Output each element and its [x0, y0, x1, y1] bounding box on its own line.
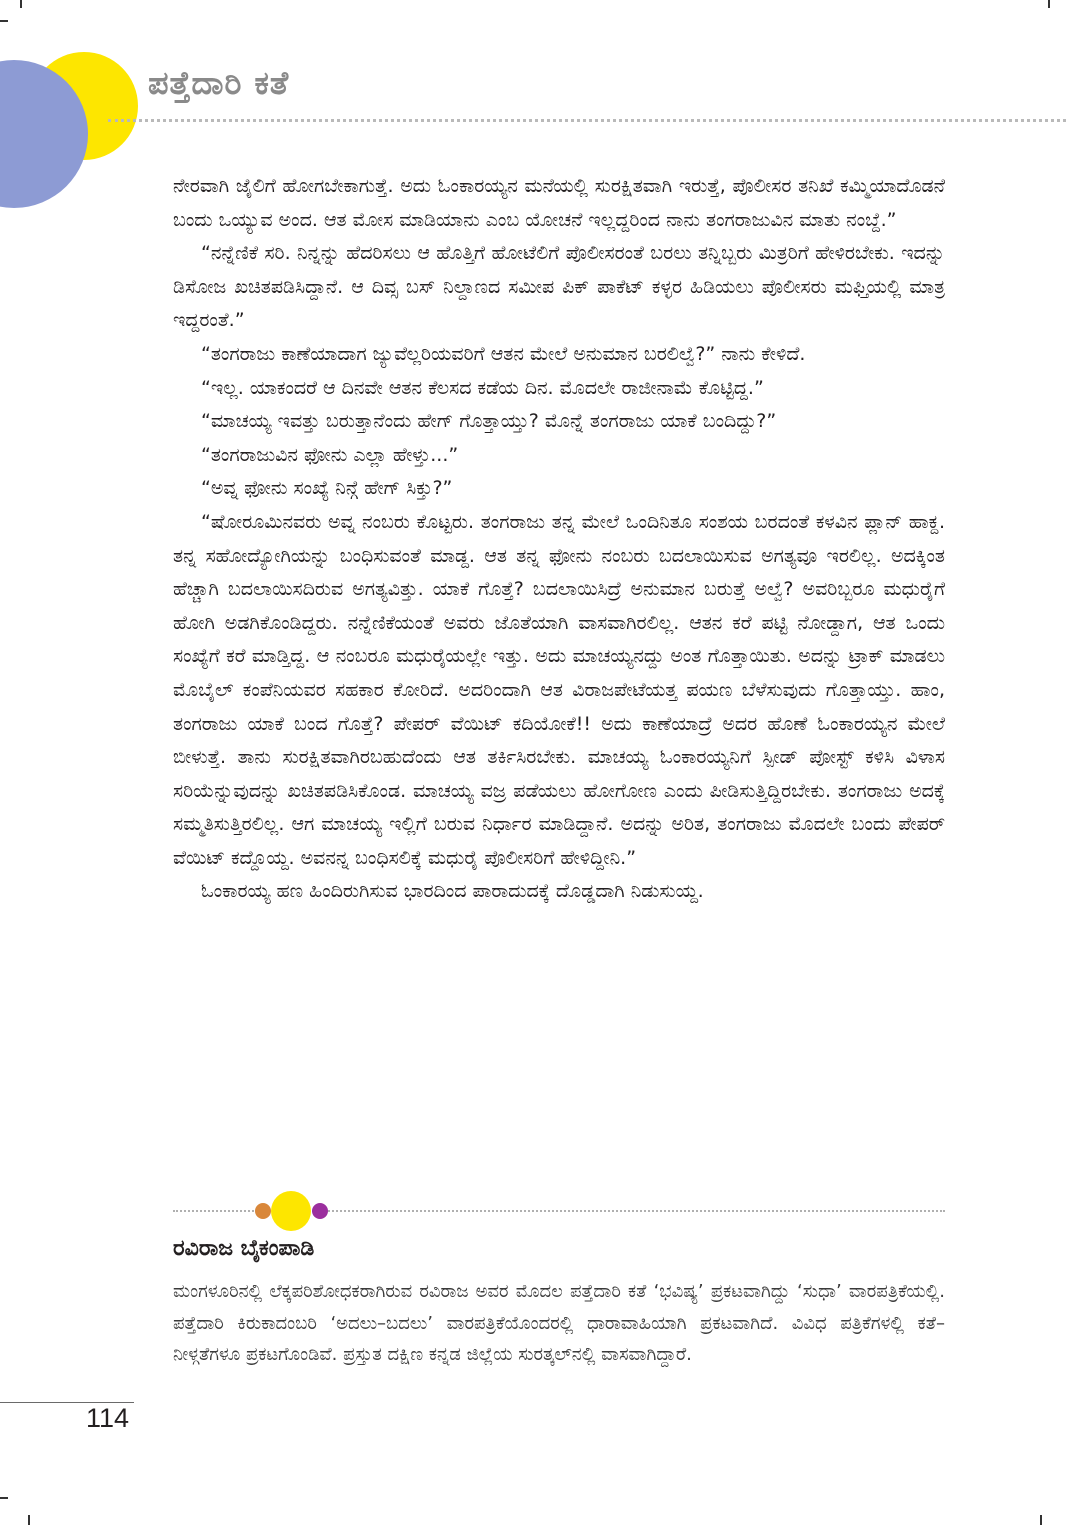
page-number: 114	[86, 1403, 130, 1433]
crop-mark	[28, 1515, 30, 1525]
author-bio-text: ಮಂಗಳೂರಿನಲ್ಲಿ ಲೆಕ್ಕಪರಿಶೋಧಕರಾಗಿರುವ ರವಿರಾಜ ಅವರ ಮೊದಲ ಪತ್ತೆದಾರಿ ಕತೆ ‘ಭವಿಷ್ಯ’ ಪ್ರಕಟವಾಗಿದ್ದು ‘ಸುಧಾ’ ವಾರಪತ್ರಿಕೆಯಲ್ಲಿ. ಪತ್ತೆದಾರಿ ಕಿರುಕಾದಂಬರಿ ‘ಅದಲು–ಬದಲು’ ವಾರಪತ್ರಿಕೆಯೊಂದರಲ್ಲಿ ಧಾರಾವಾಹಿಯಾಗಿ ಪ್ರಕಟವಾಗಿದೆ. ವಿವಿಧ ಪತ್ರಿಕೆಗಳಲ್ಲಿ ಕತೆ–ನೀಳ್ಗತೆಗಳೂ ಪ್ರಕಟಗೊಂಡಿವೆ. ಪ್ರಸ್ತುತ ದಕ್ಷಿಣ ಕನ್ನಡ ಜಿಲ್ಲೆಯ ಸುರತ್ಕಲ್‌ನಲ್ಲಿ ವಾಸವಾಗಿದ್ದಾರೆ.	[173, 1281, 945, 1365]
header-dotted-rule	[108, 119, 1066, 122]
orange-dot	[255, 1203, 271, 1219]
paragraph: “ಷೋರೂಮಿನವರು ಅವ್ನ ನಂಬರು ಕೊಟ್ಟರು. ತಂಗರಾಜು ತನ್ನ ಮೇಲೆ ಒಂದಿನಿತೂ ಸಂಶಯ ಬರದಂತೆ ಕಳವಿನ ಪ್ಲಾನ್ ಹಾಕ್ದ. ತನ್ನ ಸಹೋದ್ಯೋಗಿಯನ್ನು ಬಂಧಿಸುವಂತೆ ಮಾಡ್ದ. ಆತ ತನ್ನ ಫೋನು ನಂಬರು ಬದಲಾಯಿಸುವ ಅಗತ್ಯವೂ ಇರಲಿಲ್ಲ. ಅದಕ್ಕಿಂತ ಹೆಚ್ಚಾಗಿ ಬದಲಾಯಿಸದಿರುವ ಅಗತ್ಯವಿತ್ತು. ಯಾಕೆ ಗೊತ್ತೆ? ಬದಲಾಯಿಸಿದ್ರೆ ಅನುಮಾನ ಬರುತ್ತೆ ಅಲ್ವೆ? ಅವರಿಬ್ಬರೂ ಮಧುರೈಗೆ ಹೋಗಿ ಅಡಗಿಕೊಂಡಿದ್ದರು. ನನ್ನೆಣಿಕೆಯಂತೆ ಅವರು ಜೊತೆಯಾಗಿ ವಾಸವಾಗಿರಲಿಲ್ಲ. ಆತನ ಕರೆ ಪಟ್ಟಿ ನೋಡ್ದಾಗ, ಆತ ಒಂದು ಸಂಖ್ಯೆಗೆ ಕರೆ ಮಾಡ್ತಿದ್ದ. ಆ ನಂಬರೂ ಮಧುರೈಯಲ್ಲೇ ಇತ್ತು. ಅದು ಮಾಚಯ್ಯನದ್ದು ಅಂತ ಗೊತ್ತಾಯಿತು. ಅದನ್ನು ಟ್ರಾಕ್ ಮಾಡಲು ಮೊಬೈಲ್ ಕಂಪೆನಿಯವರ ಸಹಕಾರ ಕೋರಿದೆ. ಅದರಿಂದಾಗಿ ಆತ ವಿರಾಜಪೇಟೆಯತ್ತ ಪಯಣ ಬೆಳೆಸುವುದು ಗೊತ್ತಾಯ್ತು. ಹಾಂ, ತಂಗರಾಜು ಯಾಕೆ ಬಂದ ಗೊತ್ತೆ? ಪೇಪರ್ ವೆಯಿಟ್ ಕದಿಯೋಕೆ!! ಅದು ಕಾಣೆಯಾದ್ರೆ ಅದರ ಹೊಣೆ ಓಂಕಾರಯ್ಯನ ಮೇಲೆ ಬೀಳುತ್ತೆ. ತಾನು ಸುರಕ್ಷಿತವಾಗಿರಬಹುದೆಂದು ಆತ ತರ್ಕಿಸಿರಬೇಕು. ಮಾಚಯ್ಯ ಓಂಕಾರಯ್ಯನಿಗೆ ಸ್ಪೀಡ್ ಪೋಸ್ಟ್ ಕಳಿಸಿ ವಿಳಾಸ ಸರಿಯೆನ್ನುವುದನ್ನು ಖಚಿತಪಡಿಸಿಕೊಂಡ. ಮಾಚಯ್ಯ ವಜ್ರ ಪಡೆಯಲು ಹೋಗೋಣ ಎಂದು ಪೀಡಿಸುತ್ತಿದ್ದಿರಬೇಕು. ತಂಗರಾಜು ಅದಕ್ಕೆ ಸಮ್ಮತಿಸುತ್ತಿರಲಿಲ್ಲ. ಆಗ ಮಾಚಯ್ಯ ಇಲ್ಲಿಗೆ ಬರುವ ನಿರ್ಧಾರ ಮಾಡಿದ್ದಾನೆ. ಅದನ್ನು ಅರಿತ, ತಂಗರಾಜು ಮೊದಲೇ ಬಂದು ಪೇಪರ್ ವೆಯಿಟ್ ಕದ್ದೊಯ್ದ. ಅವನನ್ನ ಬಂಧಿಸಲಿಕ್ಕೆ ಮಧುರೈ ಪೊಲೀಸರಿಗೆ ಹೇಳಿದ್ದೀನಿ.”	[173, 510, 945, 869]
paragraph: “ಇಲ್ಲ. ಯಾಕಂದರೆ ಆ ದಿನವೇ ಆತನ ಕೆಲಸದ ಕಡೆಯ ದಿನ. ಮೊದಲೇ ರಾಜೀನಾಮೆ ಕೊಟ್ಟಿದ್ದ.”	[201, 376, 764, 399]
paragraph: ನೇರವಾಗಿ ಜೈಲಿಗೆ ಹೋಗಬೇಕಾಗುತ್ತೆ. ಅದು ಓಂಕಾರಯ್ಯನ ಮನೆಯಲ್ಲಿ ಸುರಕ್ಷಿತವಾಗಿ ಇರುತ್ತೆ, ಪೊಲೀಸರ ತನಿಖೆ ಕಮ್ಮಿಯಾದೊಡನೆ ಬಂದು ಒಯ್ಯುವ ಅಂದ. ಆತ ಮೋಸ ಮಾಡಿಯಾನು ಎಂಬ ಯೋಚನೆ ಇಲ್ಲದ್ದರಿಂದ ನಾನು ತಂಗರಾಜುವಿನ ಮಾತು ನಂಬ್ದೆ.”	[173, 175, 945, 231]
crop-mark	[20, 0, 22, 8]
yellow-dot	[271, 1191, 311, 1231]
page-section-title: ಪತ್ತೆದಾರಿ ಕತೆ	[148, 64, 290, 102]
paragraph: “ತಂಗರಾಜು ಕಾಣೆಯಾದಾಗ ಜ್ಯುವೆಲ್ಲರಿಯವರಿಗೆ ಆತನ ಮೇಲೆ ಅನುಮಾನ ಬರಲಿಲ್ವೆ?” ನಾನು ಕೇಳಿದೆ.	[201, 342, 806, 365]
paragraph: “ನನ್ನೆಣಿಕೆ ಸರಿ. ನಿನ್ನನ್ನು ಹೆದರಿಸಲು ಆ ಹೊತ್ತಿಗೆ ಹೋಟೆಲಿಗೆ ಪೊಲೀಸರಂತೆ ಬರಲು ತನ್ನಿಬ್ಬರು ಮಿತ್ರರಿಗೆ ಹೇಳಿರಬೇಕು. ಇದನ್ನು ಡಿಸೋಜ ಖಚಿತಪಡಿಸಿದ್ದಾನೆ. ಆ ದಿವ್ಸ ಬಸ್ ನಿಲ್ದಾಣದ ಸಮೀಪ ಪಿಕ್ ಪಾಕೆಟ್ ಕಳ್ಳರ ಹಿಡಿಯಲು ಪೊಲೀಸರು ಮಫ್ತಿಯಲ್ಲಿ ಮಾತ್ರ ಇದ್ದರಂತೆ.”	[173, 242, 945, 332]
story-body	[173, 170, 945, 909]
paragraph: “ಮಾಚಯ್ಯ ಇವತ್ತು ಬರುತ್ತಾನೆಂದು ಹೇಗ್ ಗೊತ್ತಾಯ್ತು? ಮೊನ್ನೆ ತಂಗರಾಜು ಯಾಕೆ ಬಂದಿದ್ದು?”	[201, 410, 777, 433]
crop-mark	[0, 1497, 8, 1499]
crop-mark	[1040, 1515, 1042, 1525]
author-bio	[173, 1276, 945, 1371]
author-name: ರವಿರಾಜ ಬೈಕಂಪಾಡಿ	[173, 1236, 315, 1261]
paragraph: “ತಂಗರಾಜುವಿನ ಫೋನು ಎಲ್ಲಾ ಹೇಳ್ತು...”	[201, 443, 459, 466]
crop-mark	[1048, 0, 1050, 8]
paragraph: “ಅವ್ನ ಫೋನು ಸಂಖ್ಯೆ ನಿನ್ಗೆ ಹೇಗ್ ಸಿಕ್ತು?”	[201, 477, 453, 500]
crop-mark	[0, 20, 8, 22]
purple-dot	[312, 1203, 328, 1219]
paragraph: ಓಂಕಾರಯ್ಯ ಹಣ ಹಿಂದಿರುಗಿಸುವ ಭಾರದಿಂದ ಪಾರಾದುದಕ್ಕೆ ದೊಡ್ಡದಾಗಿ ನಿಡುಸುಯ್ದ.	[201, 880, 704, 903]
